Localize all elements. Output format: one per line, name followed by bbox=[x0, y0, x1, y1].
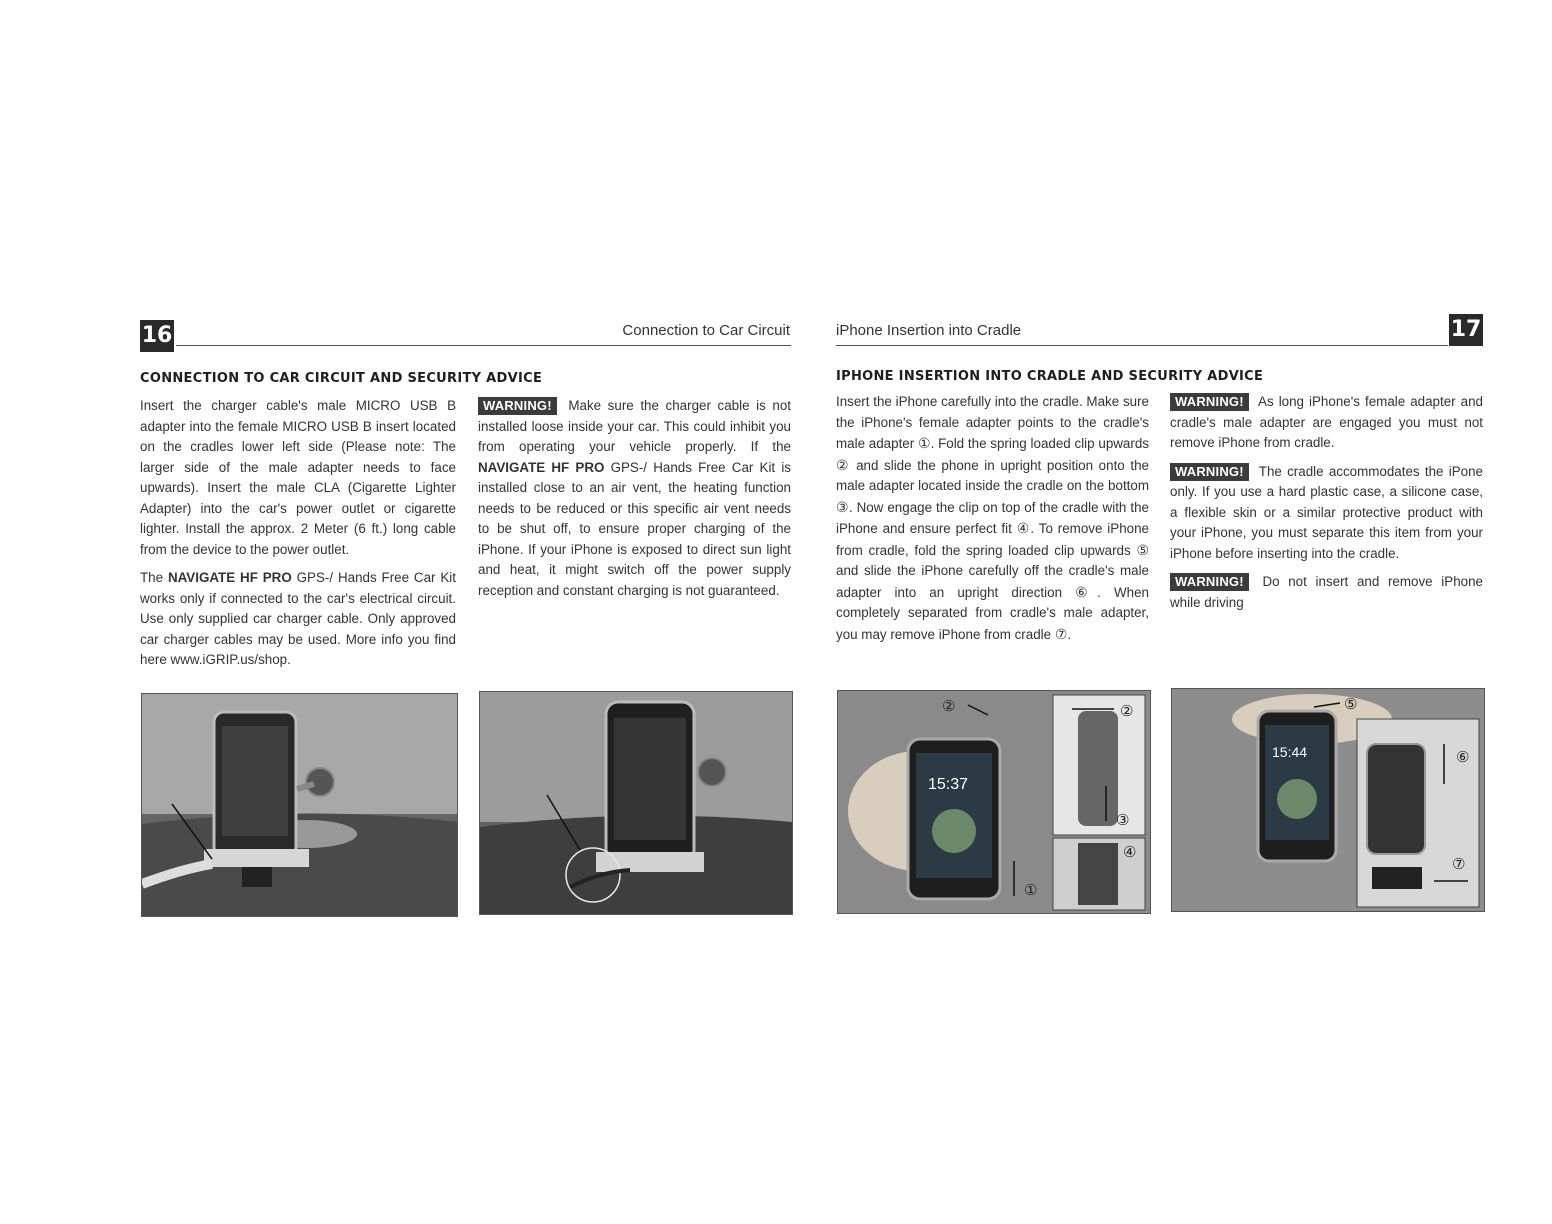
header-rule-left bbox=[176, 345, 791, 346]
photo-cable-connection bbox=[141, 693, 458, 917]
photo-cable-routing bbox=[479, 691, 793, 915]
warning-badge: WARNING! bbox=[1170, 393, 1249, 411]
header-rule-right bbox=[836, 345, 1448, 346]
step-marker-2: ② bbox=[942, 697, 956, 715]
running-title-right: iPhone Insertion into Cradle bbox=[836, 322, 1022, 339]
brand-name: NAVIGATE HF PRO bbox=[478, 459, 605, 475]
warning-paragraph-driving: WARNING! Do not insert and remove iPhone while driving bbox=[1170, 574, 1483, 610]
photo-removal-steps bbox=[1171, 688, 1485, 912]
page-number-right: 17 bbox=[1449, 314, 1483, 346]
step-marker-6: ⑥ bbox=[1456, 748, 1470, 766]
warning-badge: WARNING! bbox=[1170, 463, 1249, 481]
running-title-left: Connection to Car Circuit bbox=[622, 322, 790, 339]
phone-clock: 15:44 bbox=[1272, 744, 1308, 760]
section-heading-left: CONNECTION TO CAR CIRCUIT AND SECURITY ADVICE bbox=[140, 371, 543, 386]
paragraph-insertion: Insert the iPhone carefully into the cradle. Make sure the iPhone's female adapter points to the cradle's male adapter ①. Fold the spring loaded clip upwards ② and slide the phone in upright position onto the male adapter located inside the cradle on the bottom ③. Now engage the clip on top of the cradle with the iPhone and ensure perfect fit ④. To remove iPhone from cradle, fold the spring loaded clip upwards ⑤ and slide the iPhone carefully off the cradle's male adapter into an upright direction ⑥. When completely separated from cradle's male adapter, you may remove iPhone from cradle ⑦. bbox=[836, 394, 1149, 642]
text-column-right-2 bbox=[1170, 392, 1483, 621]
section-heading-right: IPHONE INSERTION INTO CRADLE AND SECURITY ADVICE bbox=[836, 369, 1264, 384]
step-marker-5: ⑤ bbox=[1344, 695, 1358, 713]
brand-name: NAVIGATE HF PRO bbox=[167, 570, 292, 585]
paragraph-connection: Insert the charger cable's male MICRO USB B adapter into the female MICRO USB B insert located on the cradles lower left side (Please note: The larger side of the male adapter needs to face upwards). Insert the male CLA (Cigarette Lighter Adapter) into the car's power outlet or cigarette lighter. Install the approx. 2 Meter (6 ft.) long cable from the device to the power outlet. bbox=[140, 398, 456, 557]
warning-paragraph-case: WARNING! The cradle accommodates the iPone only. If you use a hard plastic case, a silicone case, a flexible skin or a similar protective product with your iPhone, you must separate this item from your iPhone before inserting into the cradle. bbox=[1170, 463, 1483, 561]
paragraph-kit-info: The NAVIGATE HF PRO GPS-/ Hands Free Car Kit works only if connected to the car's electrical circuit. Use only supplied car charger cable. Only approved car charger cables may be used. More info you find here www.iGRIP.us/shop. bbox=[140, 570, 457, 667]
step-marker-7: ⑦ bbox=[1452, 855, 1466, 873]
photo-insertion-steps bbox=[837, 690, 1151, 914]
text-column-right-1 bbox=[836, 392, 1149, 653]
step-marker-2b: ② bbox=[1120, 702, 1134, 720]
text-column-left-1 bbox=[140, 396, 456, 679]
warning-paragraph-removal: WARNING! As long iPhone's female adapter and cradle's male adapter are engaged you must not remove iPhone from cradle. bbox=[1170, 394, 1483, 450]
phone-clock: 15:37 bbox=[928, 776, 969, 793]
warning-badge: WARNING! bbox=[1170, 573, 1249, 591]
warning-badge: WARNING! bbox=[478, 397, 557, 415]
text-column-left-2 bbox=[478, 396, 791, 609]
warning-paragraph-cable: WARNING! Make sure the charger cable is not installed loose inside your car. This could inhibit you from operating your vehicle properly. If the NAVIGATE HF PRO GPS-/ Hands Free Car Kit is installed close to an air vent, the heating function needs to be reduced or this specific air vent needs to be shut off, to ensure proper charging of the iPhone. If your iPhone is exposed to direct sun light and heat, it might switch off the power supply reception and constant charging is not guaranteed. bbox=[478, 398, 791, 598]
step-marker-4: ④ bbox=[1123, 843, 1137, 861]
page-number-left: 16 bbox=[140, 320, 174, 352]
step-marker-3: ③ bbox=[1116, 811, 1130, 829]
step-marker-1: ① bbox=[1024, 881, 1038, 899]
